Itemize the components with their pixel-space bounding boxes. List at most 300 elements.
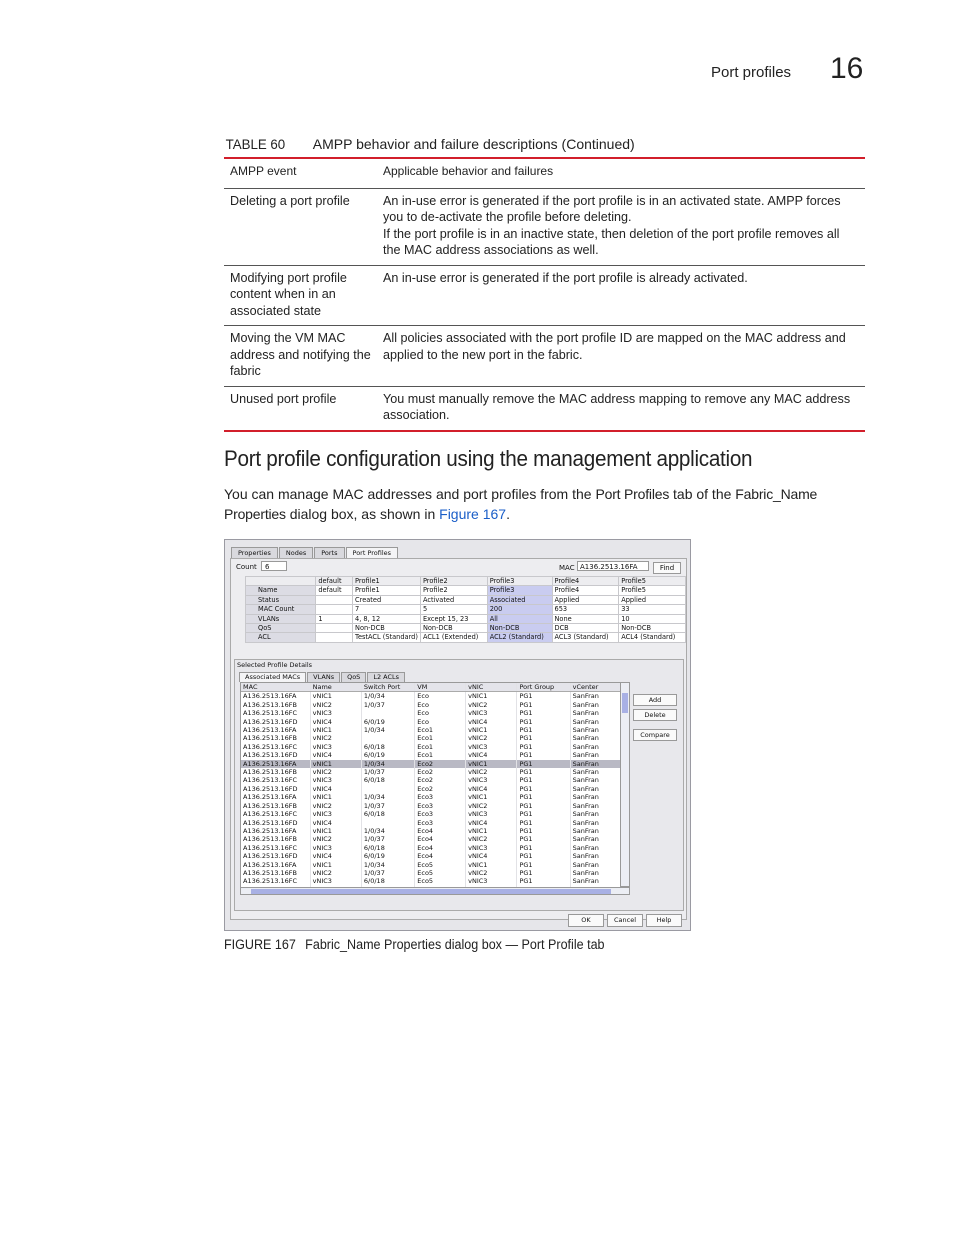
mac-table-row[interactable] xyxy=(241,810,621,818)
behavior-cell xyxy=(377,386,865,431)
mac-table-row[interactable] xyxy=(241,852,621,860)
scroll-thumb[interactable] xyxy=(622,693,628,713)
compare-button[interactable]: Compare xyxy=(633,729,677,741)
horizontal-scrollbar[interactable] xyxy=(240,887,630,895)
mac-cell: PG1 xyxy=(517,844,570,852)
mac-cell xyxy=(361,819,414,827)
mac-column-header[interactable]: Switch Port xyxy=(361,683,414,692)
mac-cell: Eco4 xyxy=(415,852,466,860)
mac-cell: vNIC2 xyxy=(310,835,361,843)
behavior-text: You must manually remove the MAC address mapping to remove any MAC address association. xyxy=(383,391,851,422)
associated-macs-grid xyxy=(240,682,622,889)
mac-cell: A136.2513.16FC xyxy=(241,844,310,852)
mac-cell xyxy=(361,785,414,793)
profile-value-cell[interactable]: Applied xyxy=(619,595,686,604)
find-button[interactable]: Find xyxy=(653,562,681,574)
mac-cell: PG1 xyxy=(517,877,570,885)
event-cell: Unused port profile xyxy=(224,386,377,431)
profile-value-cell[interactable]: Created xyxy=(353,595,421,604)
profile-attribute-label: Status xyxy=(246,595,316,604)
behavior-cell xyxy=(377,265,865,326)
mac-search-input[interactable]: A136.2513.16FA xyxy=(577,561,649,571)
mac-cell: SanFran xyxy=(570,785,620,793)
profile-attribute-label: VLANs xyxy=(246,614,316,623)
table-caption-text: AMPP behavior and failure descriptions (Continued) xyxy=(312,136,635,152)
mac-cell: SanFran xyxy=(570,743,620,751)
profile-column-header[interactable]: Profile4 xyxy=(552,577,619,586)
mac-cell: vNIC4 xyxy=(466,718,517,726)
profile-value-cell[interactable]: Profile3 xyxy=(487,586,552,595)
mac-cell: A136.2513.16FB xyxy=(241,768,310,776)
mac-cell: vNIC3 xyxy=(466,776,517,784)
profile-value-cell[interactable]: None xyxy=(552,614,619,623)
profile-value-cell[interactable]: 1 xyxy=(316,614,353,623)
mac-cell: PG1 xyxy=(517,734,570,742)
profile-column-header[interactable]: Profile5 xyxy=(619,577,686,586)
mac-cell: vNIC2 xyxy=(310,734,361,742)
mac-cell: SanFran xyxy=(570,852,620,860)
mac-cell: Eco3 xyxy=(415,810,466,818)
mac-cell: vNIC2 xyxy=(310,768,361,776)
tab-l2-acls[interactable]: L2 ACLs xyxy=(367,672,405,682)
mac-cell: A136.2513.16FB xyxy=(241,835,310,843)
mac-cell: vNIC3 xyxy=(310,743,361,751)
mac-cell: vNIC4 xyxy=(310,852,361,860)
mac-table-row[interactable] xyxy=(241,802,621,810)
count-field: 6 xyxy=(261,561,287,571)
mac-cell: 6/0/18 xyxy=(361,877,414,885)
profile-value-cell[interactable]: Profile2 xyxy=(420,586,487,595)
mac-cell: vNIC4 xyxy=(466,785,517,793)
mac-cell: vNIC4 xyxy=(310,718,361,726)
profile-value-cell[interactable]: 200 xyxy=(487,605,552,614)
mac-cell: 1/0/34 xyxy=(361,692,414,701)
table-header-row xyxy=(224,158,865,188)
profile-value-cell[interactable]: DCB xyxy=(552,624,619,633)
mac-cell: A136.2513.16FA xyxy=(241,760,310,768)
mac-cell: vNIC4 xyxy=(466,852,517,860)
profile-attribute-row xyxy=(246,633,686,642)
mac-table-row[interactable] xyxy=(241,877,621,885)
mac-cell: Eco2 xyxy=(415,776,466,784)
mac-cell: Eco4 xyxy=(415,827,466,835)
profile-attribute-label: ACL xyxy=(246,633,316,642)
mac-cell: A136.2513.16FA xyxy=(241,692,310,701)
event-cell: Modifying port profile content when in an associated state xyxy=(224,265,377,326)
mac-cell: A136.2513.16FC xyxy=(241,743,310,751)
mac-cell: SanFran xyxy=(570,861,620,869)
profile-value-cell[interactable]: 653 xyxy=(552,605,619,614)
mac-cell: vNIC1 xyxy=(310,726,361,734)
behavior-cell xyxy=(377,326,865,387)
profile-column-header[interactable]: default xyxy=(316,577,353,586)
mac-cell: PG1 xyxy=(517,760,570,768)
body-paragraph xyxy=(224,485,864,524)
profiles-header-row xyxy=(246,577,686,586)
profile-value-cell[interactable]: Non-DCB xyxy=(487,624,552,633)
mac-table-row[interactable] xyxy=(241,819,621,827)
mac-column-header[interactable]: MAC xyxy=(241,683,310,692)
mac-cell: PG1 xyxy=(517,743,570,751)
mac-table-row[interactable] xyxy=(241,776,621,784)
mac-column-header[interactable]: Name xyxy=(310,683,361,692)
mac-cell: A136.2513.16FC xyxy=(241,776,310,784)
mac-cell: A136.2513.16FC xyxy=(241,810,310,818)
details-title: Selected Profile Details xyxy=(237,661,313,669)
profile-value-cell[interactable] xyxy=(316,633,353,642)
mac-cell: 1/0/34 xyxy=(361,726,414,734)
profile-value-cell[interactable]: Profile5 xyxy=(619,586,686,595)
mac-cell: A136.2513.16FA xyxy=(241,793,310,801)
mac-search-label: MAC xyxy=(559,564,575,572)
ui-term-port-profiles: Port Profiles xyxy=(595,486,670,502)
mac-cell: PG1 xyxy=(517,726,570,734)
tab-ports[interactable]: Ports xyxy=(314,547,344,558)
tab-properties[interactable]: Properties xyxy=(231,547,278,558)
mac-cell: vNIC1 xyxy=(466,827,517,835)
mac-cell: vNIC1 xyxy=(466,692,517,701)
mac-cell: A136.2513.16FA xyxy=(241,726,310,734)
corner-cell xyxy=(246,577,316,586)
profile-value-cell[interactable]: Associated xyxy=(487,595,552,604)
mac-cell: SanFran xyxy=(570,819,620,827)
mac-cell: PG1 xyxy=(517,718,570,726)
mac-cell: SanFran xyxy=(570,844,620,852)
mac-table-row[interactable] xyxy=(241,701,621,709)
table-row xyxy=(224,188,865,265)
mac-cell: A136.2513.16FB xyxy=(241,701,310,709)
mac-table-row[interactable] xyxy=(241,760,621,768)
mac-cell: vNIC1 xyxy=(466,793,517,801)
mac-cell: Eco2 xyxy=(415,768,466,776)
mac-cell: Eco1 xyxy=(415,743,466,751)
mac-cell: SanFran xyxy=(570,810,620,818)
profile-value-cell[interactable]: 4, 8, 12 xyxy=(353,614,421,623)
mac-cell: 6/0/18 xyxy=(361,743,414,751)
details-tab-bar xyxy=(239,672,406,682)
mac-cell: PG1 xyxy=(517,701,570,709)
mac-cell: PG1 xyxy=(517,692,570,701)
profile-value-cell[interactable]: ACL1 (Extended) xyxy=(420,633,487,642)
table-caption xyxy=(224,136,635,152)
chapter-number: 16 xyxy=(830,52,864,85)
table-row xyxy=(224,265,865,326)
mac-cell: vNIC2 xyxy=(466,701,517,709)
mac-cell: PG1 xyxy=(517,827,570,835)
mac-column-header[interactable]: vCenter xyxy=(570,683,620,692)
profile-value-cell[interactable]: Non-DCB xyxy=(420,624,487,633)
profile-value-cell[interactable]: Applied xyxy=(552,595,619,604)
mac-cell: SanFran xyxy=(570,734,620,742)
mac-cell: vNIC4 xyxy=(310,751,361,759)
mac-cell: vNIC3 xyxy=(466,709,517,717)
tab-qos[interactable]: QoS xyxy=(341,672,366,682)
profile-attribute-label: QoS xyxy=(246,624,316,633)
count-label: Count xyxy=(236,563,257,571)
mac-cell: 6/0/18 xyxy=(361,810,414,818)
mac-cell: SanFran xyxy=(570,802,620,810)
mac-table-row[interactable] xyxy=(241,751,621,759)
mac-cell xyxy=(361,734,414,742)
profile-column-header[interactable]: Profile1 xyxy=(353,577,421,586)
table-row xyxy=(224,386,865,431)
mac-header-row xyxy=(241,683,621,692)
profile-value-cell[interactable] xyxy=(316,605,353,614)
mac-cell: A136.2513.16FB xyxy=(241,869,310,877)
mac-cell: 1/0/37 xyxy=(361,802,414,810)
tab-port-profiles[interactable]: Port Profiles xyxy=(346,547,399,559)
behavior-text: An in-use error is generated if the port profile is already activated. xyxy=(383,270,748,285)
mac-cell: PG1 xyxy=(517,793,570,801)
profile-attribute-row xyxy=(246,586,686,595)
mac-cell: PG1 xyxy=(517,768,570,776)
mac-table-row[interactable] xyxy=(241,726,621,734)
mac-cell: vNIC3 xyxy=(310,810,361,818)
mac-cell: vNIC2 xyxy=(466,802,517,810)
profile-value-cell[interactable]: Non-DCB xyxy=(353,624,421,633)
mac-cell: vNIC2 xyxy=(310,802,361,810)
mac-table-row[interactable] xyxy=(241,861,621,869)
profile-value-cell[interactable]: ACL3 (Standard) xyxy=(552,633,619,642)
body-text: dialog box, as shown in xyxy=(285,505,440,522)
mac-cell: vNIC2 xyxy=(466,734,517,742)
mac-table-row[interactable] xyxy=(241,768,621,776)
profile-value-cell[interactable]: Activated xyxy=(420,595,487,604)
cancel-button[interactable]: Cancel xyxy=(607,914,643,927)
mac-cell: Eco4 xyxy=(415,844,466,852)
running-header-title: Port profiles xyxy=(711,64,792,81)
event-cell: Deleting a port profile xyxy=(224,188,377,265)
ui-term-fabric-properties: Fabric_Name Properties xyxy=(224,486,818,522)
mac-cell: Eco3 xyxy=(415,819,466,827)
mac-column-header[interactable]: Port Group xyxy=(517,683,570,692)
mac-cell: A136.2513.16FB xyxy=(241,734,310,742)
table-caption-label: TABLE 60 xyxy=(225,136,286,152)
mac-cell: SanFran xyxy=(570,835,620,843)
profile-value-cell[interactable]: ACL4 (Standard) xyxy=(619,633,686,642)
vertical-scrollbar[interactable] xyxy=(620,682,630,887)
mac-cell: vNIC4 xyxy=(310,819,361,827)
mac-cell: A136.2513.16FA xyxy=(241,827,310,835)
profile-value-cell[interactable]: TestACL (Standard) xyxy=(353,633,421,642)
mac-table-row[interactable] xyxy=(241,793,621,801)
body-text: tab of the xyxy=(669,486,736,502)
mac-cell: PG1 xyxy=(517,751,570,759)
profile-attribute-row xyxy=(246,605,686,614)
mac-cell: SanFran xyxy=(570,760,620,768)
body-text: You can manage MAC addresses and port profiles from the xyxy=(224,486,596,502)
mac-table-row[interactable] xyxy=(241,718,621,726)
mac-cell: SanFran xyxy=(570,726,620,734)
mac-cell: SanFran xyxy=(570,827,620,835)
mac-cell: Eco2 xyxy=(415,785,466,793)
delete-button[interactable]: Delete xyxy=(633,709,677,721)
mac-cell: A136.2513.16FB xyxy=(241,802,310,810)
dialog-tab-bar xyxy=(231,547,399,558)
mac-column-header[interactable]: vNIC xyxy=(466,683,517,692)
mac-cell: PG1 xyxy=(517,810,570,818)
event-cell: Moving the VM MAC address and notifying the fabric xyxy=(224,326,377,387)
mac-cell: Eco5 xyxy=(415,861,466,869)
mac-cell: vNIC1 xyxy=(466,861,517,869)
figure-caption xyxy=(224,937,605,952)
mac-cell: vNIC1 xyxy=(310,760,361,768)
mac-table-row[interactable] xyxy=(241,692,621,701)
profile-value-cell[interactable]: Non-DCB xyxy=(619,624,686,633)
ok-button[interactable]: OK xyxy=(568,914,604,927)
mac-cell: SanFran xyxy=(570,768,620,776)
profile-attribute-row xyxy=(246,614,686,623)
mac-cell: SanFran xyxy=(570,869,620,877)
profile-value-cell[interactable]: default xyxy=(316,586,353,595)
mac-cell: vNIC3 xyxy=(310,776,361,784)
mac-cell: A136.2513.16FD xyxy=(241,751,310,759)
profile-column-header[interactable]: Profile3 xyxy=(487,577,552,586)
body-text: . xyxy=(506,505,510,522)
behavior-text: An in-use error is generated if the port profile is in an activated state. AMPP forces you to de-activate the profile before deleting. xyxy=(383,193,841,224)
mac-cell: 1/0/34 xyxy=(361,861,414,869)
mac-table-row[interactable] xyxy=(241,734,621,742)
mac-table-row[interactable] xyxy=(241,844,621,852)
profile-value-cell[interactable]: 5 xyxy=(420,605,487,614)
mac-cell: SanFran xyxy=(570,701,620,709)
mac-cell: PG1 xyxy=(517,709,570,717)
tab-nodes[interactable]: Nodes xyxy=(279,547,313,558)
mac-table-row[interactable] xyxy=(241,709,621,717)
mac-cell: vNIC3 xyxy=(466,877,517,885)
mac-cell: PG1 xyxy=(517,819,570,827)
figure-caption-label: FIGURE 167 xyxy=(224,937,296,952)
mac-cell: SanFran xyxy=(570,692,620,701)
tab-vlans[interactable]: VLANs xyxy=(307,672,340,682)
column-header-behavior: Applicable behavior and failures xyxy=(377,158,865,188)
mac-cell: vNIC1 xyxy=(310,793,361,801)
mac-cell: vNIC3 xyxy=(310,844,361,852)
mac-cell: 1/0/37 xyxy=(361,835,414,843)
profile-value-cell[interactable]: 33 xyxy=(619,605,686,614)
mac-cell: vNIC2 xyxy=(466,835,517,843)
mac-cell: vNIC1 xyxy=(310,692,361,701)
profile-value-cell[interactable]: ACL2 (Standard) xyxy=(487,633,552,642)
figure-caption-text: Fabric_Name Properties dialog box — Port Profile tab xyxy=(305,937,605,952)
section-heading: Port profile configuration using the management application xyxy=(224,446,753,471)
profile-value-cell[interactable]: 7 xyxy=(353,605,421,614)
profile-attribute-label: Name xyxy=(246,586,316,595)
ampp-behavior-table xyxy=(224,157,865,432)
mac-table-row[interactable] xyxy=(241,743,621,751)
profile-value-cell[interactable]: Except 15, 23 xyxy=(420,614,487,623)
behavior-cell xyxy=(377,188,865,265)
mac-cell: 6/0/18 xyxy=(361,844,414,852)
profile-value-cell[interactable]: Profile1 xyxy=(353,586,421,595)
selected-profile-details xyxy=(234,659,684,911)
mac-cell: vNIC3 xyxy=(310,709,361,717)
mac-cell: 6/0/19 xyxy=(361,751,414,759)
mac-cell: vNIC1 xyxy=(466,726,517,734)
mac-cell: PG1 xyxy=(517,835,570,843)
mac-cell: Eco1 xyxy=(415,734,466,742)
mac-cell: A136.2513.16FC xyxy=(241,709,310,717)
mac-cell xyxy=(361,709,414,717)
mac-cell: Eco2 xyxy=(415,760,466,768)
mac-cell: A136.2513.16FD xyxy=(241,718,310,726)
mac-cell: SanFran xyxy=(570,793,620,801)
mac-cell: PG1 xyxy=(517,869,570,877)
mac-cell: PG1 xyxy=(517,785,570,793)
mac-cell: vNIC4 xyxy=(310,785,361,793)
profile-value-cell[interactable]: Profile4 xyxy=(552,586,619,595)
mac-cell: Eco3 xyxy=(415,793,466,801)
profile-value-cell[interactable]: 10 xyxy=(619,614,686,623)
mac-cell: PG1 xyxy=(517,776,570,784)
mac-cell: PG1 xyxy=(517,802,570,810)
mac-cell: Eco5 xyxy=(415,877,466,885)
mac-table-row[interactable] xyxy=(241,869,621,877)
mac-cell: Eco1 xyxy=(415,751,466,759)
mac-cell: vNIC3 xyxy=(466,743,517,751)
mac-cell: vNIC3 xyxy=(310,877,361,885)
mac-cell: 1/0/37 xyxy=(361,768,414,776)
mac-cell: 1/0/37 xyxy=(361,869,414,877)
profile-column-header[interactable]: Profile2 xyxy=(420,577,487,586)
mac-cell: A136.2513.16FD xyxy=(241,785,310,793)
mac-column-header[interactable]: VM xyxy=(415,683,466,692)
table-row xyxy=(224,326,865,387)
mac-table-row[interactable] xyxy=(241,827,621,835)
mac-cell: Eco1 xyxy=(415,726,466,734)
mac-cell: vNIC3 xyxy=(466,844,517,852)
mac-cell: vNIC2 xyxy=(466,768,517,776)
mac-cell: 1/0/34 xyxy=(361,760,414,768)
mac-cell: Eco xyxy=(415,692,466,701)
tab-associated-macs[interactable]: Associated MACs xyxy=(239,672,306,682)
mac-cell: vNIC1 xyxy=(310,827,361,835)
add-button[interactable]: Add xyxy=(633,694,677,706)
mac-cell: Eco5 xyxy=(415,869,466,877)
mac-cell: 1/0/34 xyxy=(361,793,414,801)
scroll-thumb[interactable] xyxy=(251,889,611,894)
profile-attribute-row xyxy=(246,624,686,633)
mac-cell: vNIC1 xyxy=(466,760,517,768)
mac-cell: Eco xyxy=(415,701,466,709)
profile-value-cell[interactable] xyxy=(316,624,353,633)
mac-cell: 1/0/34 xyxy=(361,827,414,835)
mac-cell: 6/0/19 xyxy=(361,852,414,860)
mac-cell: 1/0/37 xyxy=(361,701,414,709)
profile-value-cell[interactable] xyxy=(316,595,353,604)
associated-macs-table xyxy=(241,683,621,894)
mac-cell: 6/0/19 xyxy=(361,718,414,726)
mac-table-row[interactable] xyxy=(241,835,621,843)
mac-cell: Eco3 xyxy=(415,802,466,810)
mac-cell: SanFran xyxy=(570,718,620,726)
figure-link[interactable]: Figure 167 xyxy=(439,505,507,522)
mac-cell: SanFran xyxy=(570,709,620,717)
mac-cell: SanFran xyxy=(570,776,620,784)
profiles-table xyxy=(245,576,686,643)
behavior-text: If the port profile is in an inactive state, then deletion of the port profile removes all the MAC address associations as well. xyxy=(383,226,840,257)
port-profiles-panel xyxy=(230,558,687,920)
mac-table-row[interactable] xyxy=(241,785,621,793)
mac-cell: vNIC2 xyxy=(310,701,361,709)
help-button[interactable]: Help xyxy=(646,914,682,927)
mac-cell: vNIC4 xyxy=(466,819,517,827)
profile-attribute-label: MAC Count xyxy=(246,605,316,614)
mac-cell: SanFran xyxy=(570,877,620,885)
profile-value-cell[interactable]: All xyxy=(487,614,552,623)
mac-cell: Eco xyxy=(415,709,466,717)
mac-cell: A136.2513.16FD xyxy=(241,819,310,827)
